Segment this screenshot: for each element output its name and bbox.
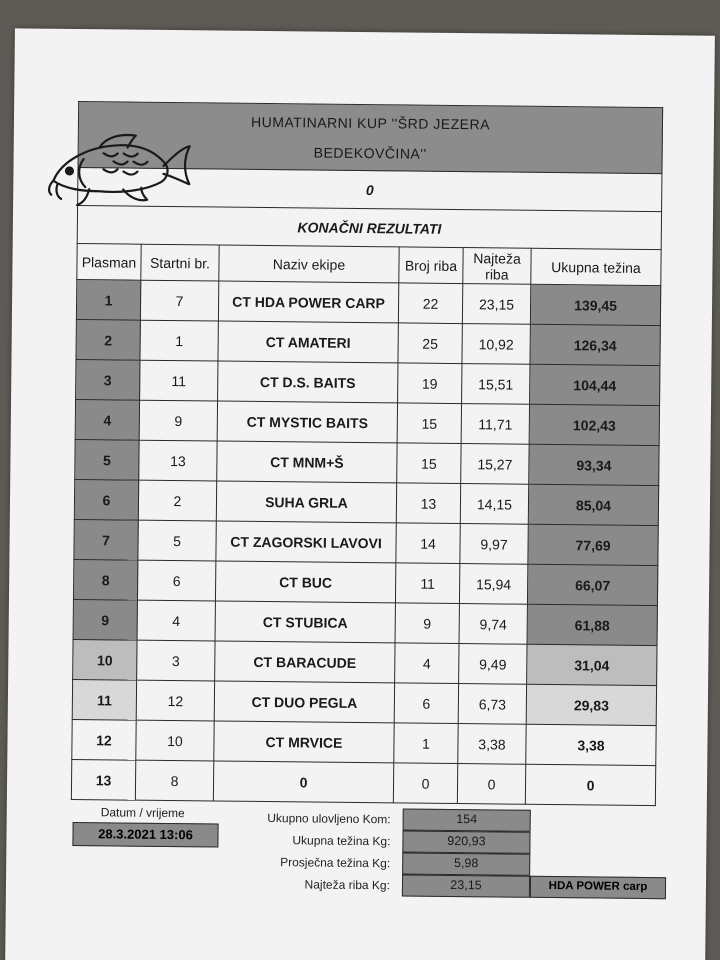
cell-ekipa: 0 [213, 761, 393, 803]
cell-ekipa: CT DUO PEGLA [214, 681, 394, 723]
table-row [72, 680, 656, 726]
summary-label: Prosječna težina Kg: [280, 855, 391, 871]
summary-value: 23,15 [402, 874, 530, 897]
cell-startni: 10 [136, 720, 214, 761]
cell-broj: 1 [394, 723, 458, 764]
table-row [73, 640, 657, 686]
cell-startni: 13 [139, 440, 217, 481]
cell-plasman: 1 [76, 280, 140, 321]
cell-plasman: 8 [73, 560, 137, 601]
cell-startni: 1 [140, 320, 218, 361]
cell-ekipa: CT MNM+Š [217, 441, 397, 483]
cell-najteza: 9,49 [459, 644, 527, 685]
summary-value: 154 [403, 808, 531, 831]
cell-broj: 15 [397, 443, 461, 484]
title-line-1: HUMATINARNI KUP ''ŠRD JEZERA [250, 113, 491, 132]
cell-ekipa: CT BUC [215, 561, 395, 603]
cell-najteza: 3,38 [458, 724, 526, 765]
cell-ukupna: 102,43 [529, 404, 659, 445]
table-row [71, 759, 655, 805]
cell-startni: 6 [137, 560, 215, 601]
cell-najteza: 0 [457, 764, 525, 805]
table-row [73, 600, 657, 646]
cell-ekipa: CT D.S. BAITS [218, 361, 398, 403]
cell-startni: 7 [140, 280, 218, 321]
cell-startni: 4 [137, 600, 215, 641]
table-row [73, 560, 657, 606]
table-row [74, 480, 658, 526]
subtitle: KONAČNI REZULTATI [77, 206, 661, 250]
cell-broj: 0 [393, 763, 457, 804]
cell-ekipa: SUHA GRLA [216, 481, 396, 523]
cell-plasman: 2 [76, 320, 140, 361]
cell-najteza: 14,15 [460, 484, 528, 525]
cell-ukupna: 0 [525, 764, 655, 805]
column-header: Startni br. [141, 244, 219, 281]
cell-broj: 11 [395, 563, 459, 604]
cell-broj: 9 [395, 603, 459, 644]
cell-plasman: 7 [74, 520, 138, 561]
cell-broj: 14 [396, 523, 460, 564]
table-row [76, 280, 660, 326]
cell-broj: 25 [398, 323, 462, 364]
column-header: Broj riba [399, 247, 463, 284]
summary-footer [70, 805, 671, 931]
cell-najteza: 15,27 [461, 444, 529, 485]
summary-value: 5,98 [402, 852, 530, 875]
cell-ukupna: 31,04 [527, 644, 657, 685]
cell-ukupna: 85,04 [528, 484, 658, 525]
cell-plasman: 13 [71, 759, 135, 800]
cell-najteza: 23,15 [462, 284, 530, 325]
cell-ukupna: 29,83 [526, 684, 656, 725]
cell-najteza: 15,51 [462, 364, 530, 405]
cell-ukupna: 104,44 [530, 364, 660, 405]
column-header: Plasman [77, 244, 141, 281]
datum-label: Datum / vrijeme [100, 805, 185, 821]
cell-plasman: 6 [74, 480, 138, 521]
cell-ekipa: CT MRVICE [214, 721, 394, 763]
title-line-2: BEDEKOVČINA'' [313, 143, 427, 162]
cell-startni: 2 [138, 480, 216, 521]
cell-plasman: 3 [76, 360, 140, 401]
table-row [72, 719, 656, 765]
table-header [77, 244, 661, 286]
cell-plasman: 10 [73, 640, 137, 681]
cell-broj: 6 [394, 683, 458, 724]
table-row [76, 320, 660, 366]
cell-ekipa: CT STUBICA [215, 601, 395, 643]
cell-startni: 11 [140, 360, 218, 401]
table-row [76, 360, 660, 406]
cell-ekipa: CT MYSTIC BAITS [217, 401, 397, 443]
cell-plasman: 4 [75, 400, 139, 441]
cell-ekipa: CT HDA POWER CARP [218, 281, 398, 323]
cell-ukupna: 61,88 [527, 604, 657, 645]
cell-startni: 5 [138, 520, 216, 561]
cell-ukupna: 93,34 [529, 444, 659, 485]
cell-plasman: 9 [73, 600, 137, 641]
carp-fish-icon [43, 125, 194, 211]
cell-ekipa: CT BARACUDE [215, 641, 395, 683]
summary-extra: HDA POWER carp [530, 876, 666, 899]
table-row [74, 520, 658, 566]
summary-label: Najteža riba Kg: [304, 877, 391, 893]
cell-ukupna: 126,34 [530, 324, 660, 365]
column-header: Ukupna težina [531, 248, 661, 285]
table-row [75, 400, 659, 446]
cell-startni: 8 [135, 760, 213, 801]
cell-ukupna: 3,38 [526, 724, 656, 765]
cell-najteza: 9,97 [460, 524, 528, 565]
cell-broj: 22 [398, 283, 462, 324]
summary-label: Ukupna težina Kg: [292, 833, 391, 849]
cell-plasman: 11 [72, 680, 136, 721]
cell-broj: 15 [397, 403, 461, 444]
cell-najteza: 6,73 [458, 684, 526, 725]
subtitle-value: 0 [78, 168, 662, 212]
cell-najteza: 11,71 [461, 404, 529, 445]
cell-broj: 4 [395, 643, 459, 684]
cell-najteza: 15,94 [459, 564, 527, 605]
cell-ekipa: CT ZAGORSKI LAVOVI [216, 521, 396, 563]
cell-najteza: 10,92 [462, 324, 530, 365]
cell-broj: 13 [396, 483, 460, 524]
cell-ukupna: 77,69 [528, 524, 658, 565]
cell-najteza: 9,74 [459, 604, 527, 645]
summary-row [250, 873, 670, 899]
cell-broj: 19 [398, 363, 462, 404]
cell-plasman: 5 [75, 440, 139, 481]
cell-ukupna: 66,07 [527, 564, 657, 605]
cell-startni: 9 [139, 400, 217, 441]
cell-ukupna: 139,45 [530, 284, 660, 325]
column-header: Najteža riba [463, 248, 531, 285]
cell-ekipa: CT AMATERI [218, 321, 398, 363]
datum-value: 28.3.2021 13:06 [72, 822, 218, 848]
paper-sheet [5, 28, 715, 960]
column-header: Naziv ekipe [219, 245, 399, 283]
cell-startni: 12 [136, 680, 214, 721]
summary-label: Ukupno ulovljeno Kom: [267, 811, 391, 827]
table-row [75, 440, 659, 486]
summary-value: 920,93 [402, 830, 530, 853]
cell-startni: 3 [137, 640, 215, 681]
cell-plasman: 12 [72, 719, 136, 760]
